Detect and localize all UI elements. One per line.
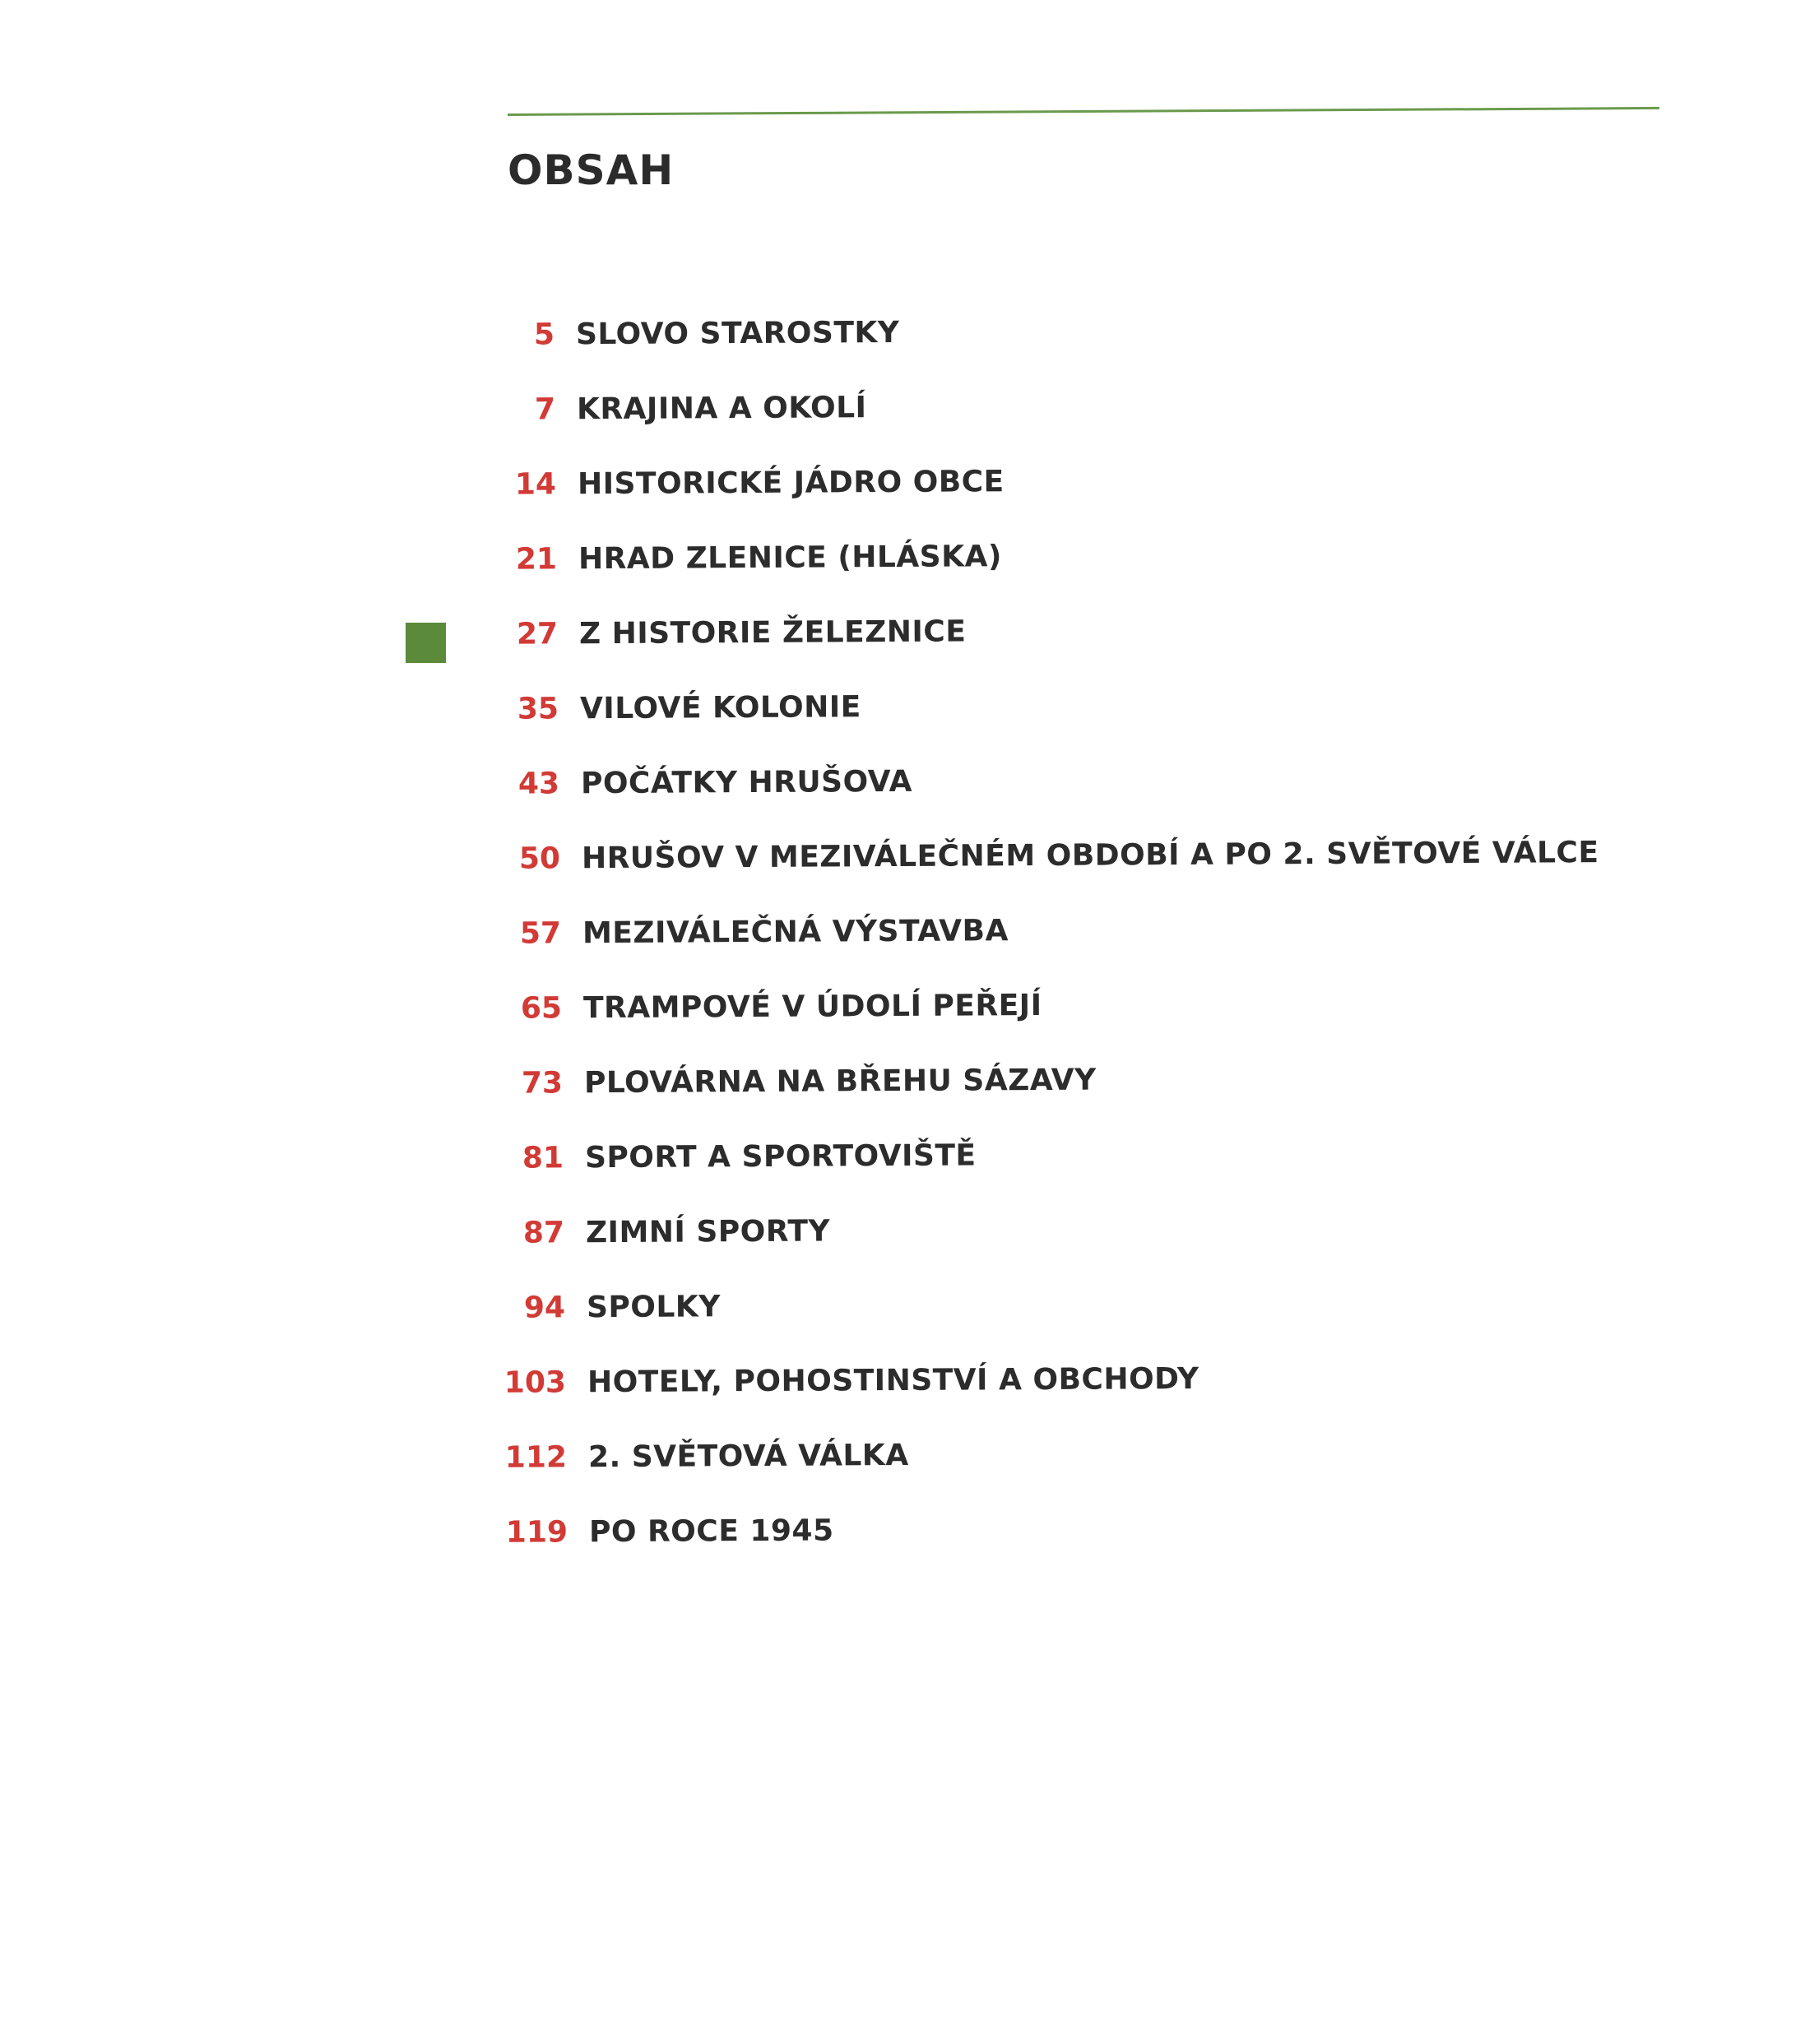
toc-page-number: 5 [533,317,555,351]
toc-title: VILOVÉ KOLONIE [579,689,861,725]
toc-page-number: 21 [515,541,558,577]
toc-page-number: 35 [517,691,559,726]
toc-page-number: 27 [516,616,559,651]
toc-title: KRAJINA A OKOLÍ [576,390,867,426]
toc-title: SPOLKY [586,1289,721,1324]
toc-title: HRAD ZLENICE (HLÁSKA) [578,539,1002,576]
toc-entry[interactable] [466,757,912,809]
toc-title: SLOVO STAROSTKY [575,315,900,351]
toc-entry[interactable] [466,827,1599,883]
toc-entry[interactable] [471,1282,721,1333]
toc-entry[interactable] [470,1130,977,1183]
toc-page-number: 119 [505,1514,568,1550]
toc-title: PO ROCE 1945 [588,1513,834,1549]
toc-page-number: 14 [514,466,557,502]
toc-page-number: 87 [522,1215,565,1250]
toc-title: HISTORICKÉ JÁDRO OBCE [577,464,1005,501]
toc-title: 2. SVĚTOVÁ VÁLKA [587,1438,909,1474]
toc-entry[interactable] [462,457,1005,509]
toc-page-number: 94 [523,1290,566,1325]
toc-page-number: 103 [503,1365,567,1400]
toc-entry[interactable] [463,531,1002,584]
toc-title: HRUŠOV V MEZIVÁLEČNÉM OBDOBÍ A PO 2. SVĚTOVÉ VÁLCE [581,835,1599,875]
toc-entry[interactable] [474,1505,834,1557]
toc-title: PLOVÁRNA NA BŘEHU SÁZAVY [583,1063,1097,1100]
toc-page-number: 7 [534,392,556,426]
toc-entry[interactable] [472,1354,1200,1407]
toc-entry[interactable] [464,606,967,659]
toc-title: TRAMPOVÉ V ÚDOLÍ PEŘEJÍ [582,988,1042,1025]
page-title: OBSAH [508,146,675,194]
toc-title: HOTELY, POHOSTINSTVÍ A OBCHODY [587,1361,1200,1399]
toc-entry[interactable] [465,682,861,734]
toc-title: ZIMNÍ SPORTY [585,1213,831,1249]
toc-entry[interactable] [471,1206,830,1258]
toc-entry[interactable] [469,1055,1097,1108]
toc-title: Z HISTORIE ŽELEZNICE [578,614,967,651]
toc-entry[interactable] [461,308,900,359]
toc-title: MEZIVÁLEČNÁ VÝSTAVBA [582,913,1009,950]
toc-page-number: 57 [519,915,562,951]
toc-title: SPORT A SPORTOVIŠTĚ [584,1138,977,1175]
toc-entry[interactable] [462,382,867,434]
toc-entry[interactable] [467,906,1009,958]
toc-entry[interactable] [473,1430,909,1482]
toc-page-number: 65 [520,990,563,1026]
toc-page-number: 50 [518,841,561,876]
toc-page-number: 73 [521,1065,564,1101]
toc-title: POČÁTKY HRUŠOVA [580,764,913,800]
toc-page-number: 112 [504,1439,568,1475]
toc-page-number: 81 [522,1140,564,1175]
toc-entry[interactable] [468,980,1042,1033]
toc-page-number: 43 [517,766,560,801]
